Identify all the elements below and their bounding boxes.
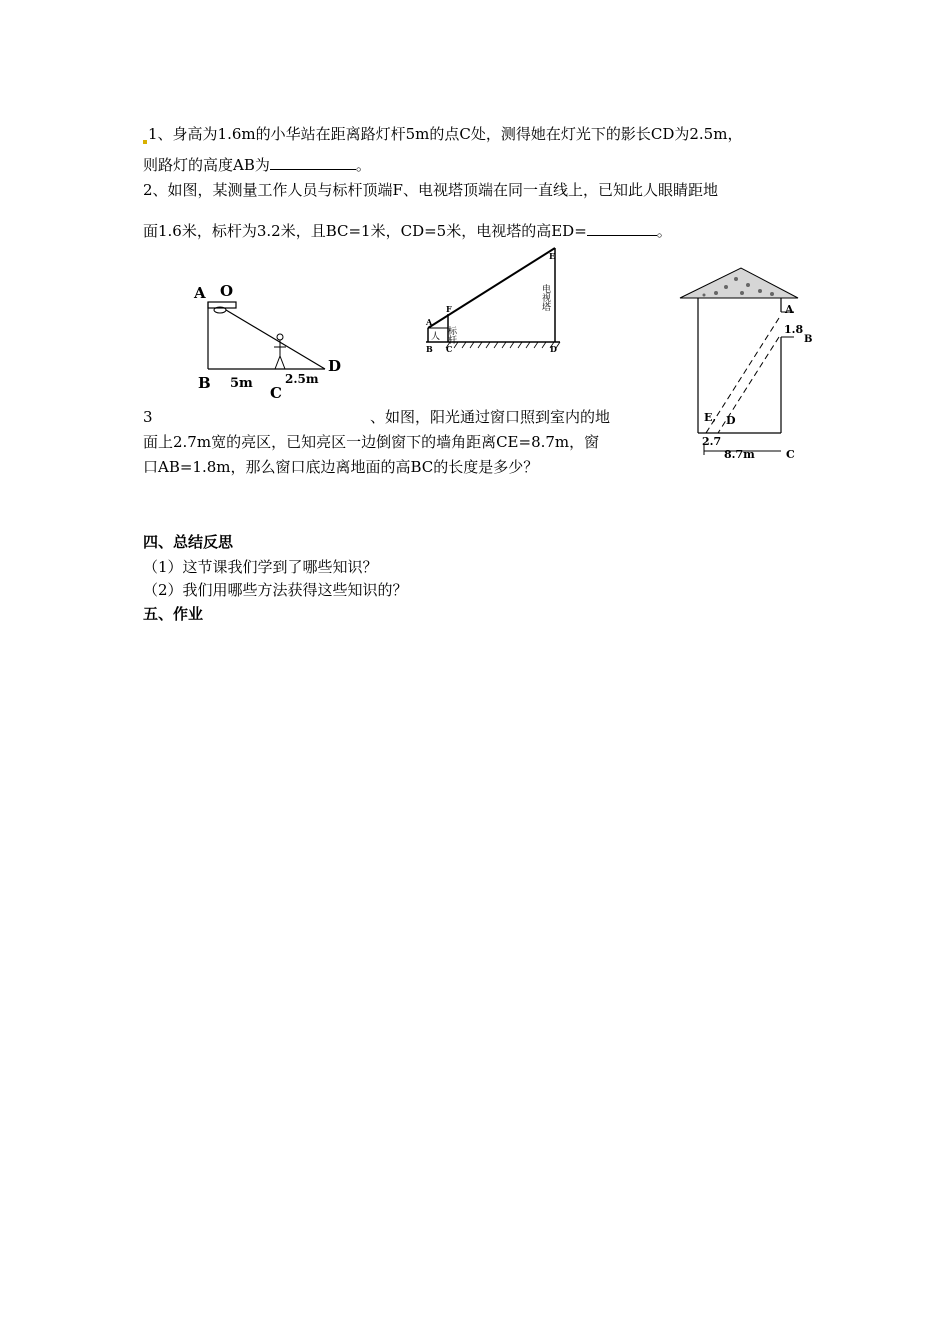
figure-window-light — [676, 265, 813, 465]
problem-3-line-1 — [143, 407, 153, 427]
label-pole: 标杆 — [446, 326, 456, 344]
roof — [680, 268, 798, 298]
problem-2-question: 面1.6米，标杆为3.2米，且BC=1米，CD=5米，电视塔的高ED= — [143, 222, 587, 240]
answer-blank-2[interactable] — [587, 221, 657, 236]
problem-1-question: 则路灯的高度AB为 — [143, 156, 270, 174]
answer-blank-1[interactable] — [270, 155, 356, 170]
period: 。 — [355, 156, 371, 174]
figure-street-lamp — [190, 280, 360, 405]
label-C: C — [270, 384, 282, 402]
problem-3-line-3 — [143, 457, 538, 477]
light-ray — [226, 310, 325, 369]
label-5m: 5m — [230, 376, 253, 391]
label-1-8: 1.8 — [784, 323, 804, 336]
summary-heading: 四、总结反思 — [143, 533, 234, 551]
label-E: E — [549, 251, 556, 261]
label-B: B — [198, 374, 211, 392]
summary-question-1: （1）这节课我们学到了哪些知识？ — [143, 558, 378, 576]
label-A: A — [194, 284, 206, 302]
person-leg — [275, 356, 280, 369]
problem-1-text: 1、身高为1.6m的小华站在距离路灯杆5m的点C处，测得她在灯光下的影长CD为2.5m， — [148, 125, 743, 143]
label-D: D — [726, 414, 736, 427]
label-tower: 电视塔 — [540, 284, 550, 311]
label-C: C — [446, 344, 453, 354]
person-head — [277, 334, 283, 340]
label-B: B — [426, 344, 433, 354]
period: 。 — [656, 222, 672, 240]
label-2-7: 2.7 — [702, 435, 722, 448]
label-D: D — [328, 357, 342, 375]
ground-hatch — [446, 342, 560, 348]
label-person: 人 — [431, 332, 441, 342]
label-D: D — [550, 344, 557, 354]
label-O: O — [220, 282, 234, 300]
label-C: C — [786, 448, 795, 461]
problem-1-line-1 — [143, 124, 742, 144]
label-B: B — [804, 334, 813, 345]
problem-3-number: 3 — [143, 408, 153, 426]
problem-2-line-2 — [143, 221, 672, 241]
edit-marker-icon — [143, 140, 147, 144]
label-E: E, — [704, 411, 717, 424]
problem-2-line-1 — [143, 180, 718, 200]
person-leg — [280, 356, 285, 369]
problem-3-line-1b — [370, 407, 610, 427]
summary-question-2: （2）我们用哪些方法获得这些知识的？ — [143, 581, 408, 599]
problem-3-line-2 — [143, 432, 599, 452]
figure-tv-tower — [422, 246, 572, 356]
problem-3-text: 、如图，阳光通过窗口照到室内的地 — [370, 408, 611, 426]
label-A: A — [785, 303, 794, 316]
light-ray-upper — [706, 318, 779, 433]
label-F: F — [446, 304, 452, 314]
problem-1-line-2 — [143, 155, 371, 175]
label-8-7m: 8.7m — [724, 448, 755, 461]
problem-3-text: 面上2.7m宽的亮区，已知亮区一边倒窗下的墙角距离CE=8.7m，窗 — [143, 433, 600, 451]
problem-2-text: 2、如图，某测量工作人员与标杆顶端F、电视塔顶端在同一直线上，已知此人眼睛距地 — [143, 181, 718, 199]
sight-line — [428, 248, 555, 328]
label-2-5m: 2.5m — [285, 372, 319, 386]
label-A: A — [426, 317, 433, 327]
problem-3-question: 口AB=1.8m，那么窗口底边离地面的高BC的长度是多少？ — [143, 458, 539, 476]
homework-heading: 五、作业 — [143, 605, 204, 623]
